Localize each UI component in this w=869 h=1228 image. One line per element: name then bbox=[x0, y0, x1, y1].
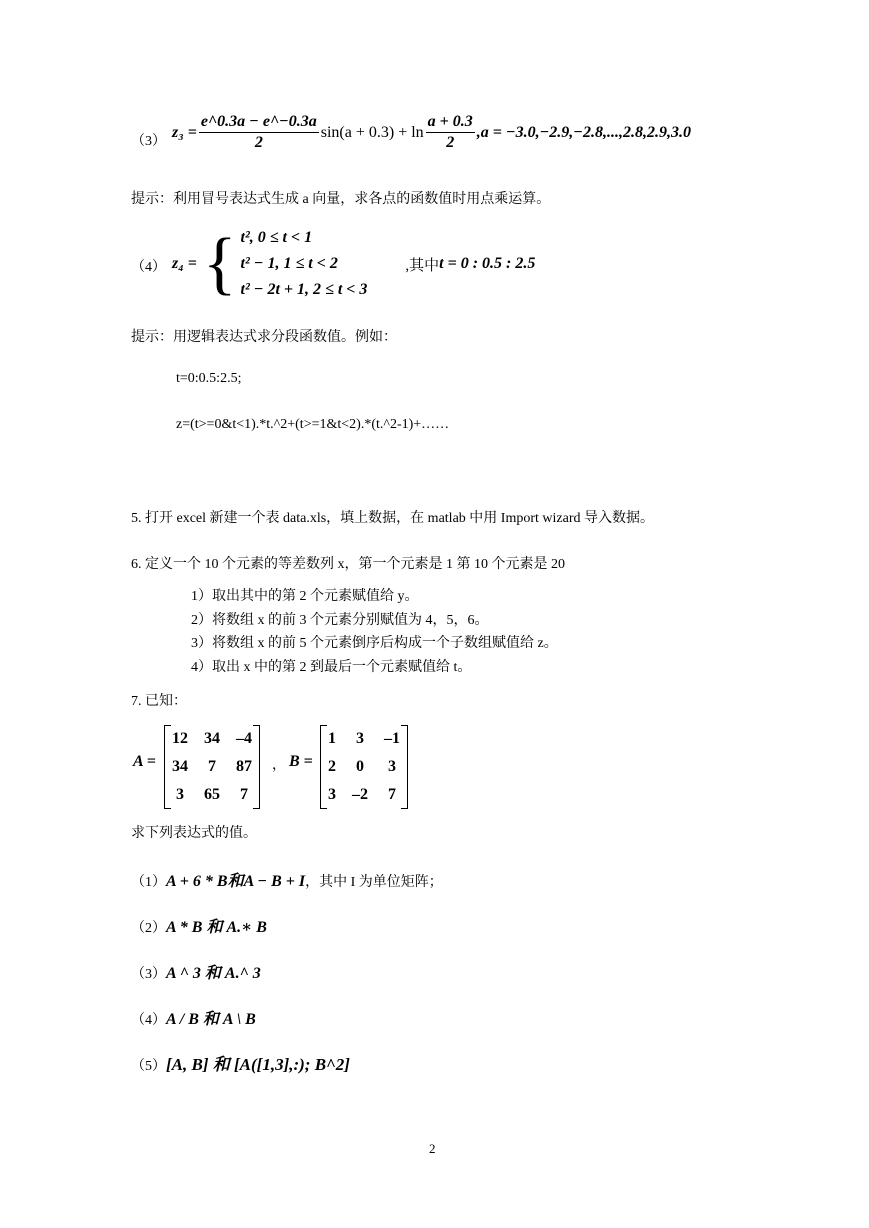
frac2-numerator: a + 0.3 bbox=[426, 112, 475, 133]
hint-colon-expression: 提示：利用冒号表达式生成 a 向量，求各点的函数值时用点乘运算。 bbox=[131, 192, 551, 207]
q6-item-3: 3）将数组 x 的前 5 个元素倒序后构成一个子数组赋值给 z。 bbox=[191, 636, 558, 651]
matrix-a bbox=[164, 725, 260, 809]
q6-item-1: 1）取出其中的第 2 个元素赋值给 y。 bbox=[191, 589, 419, 604]
frac2-denominator: 2 bbox=[446, 134, 455, 151]
formula-z3-frac1 bbox=[199, 112, 319, 153]
matrix-b-cell: –1 bbox=[384, 730, 400, 747]
expression-3 bbox=[131, 960, 261, 983]
left-brace: { bbox=[202, 225, 237, 302]
question-7: 7. 已知： bbox=[131, 694, 187, 709]
expression-math: A + 6 * B和A − B + I bbox=[166, 873, 306, 890]
case-1: t², 0 ≤ t < 1 bbox=[240, 229, 313, 246]
matrix-b-cell: 0 bbox=[356, 758, 364, 775]
matrix-a-cell: –4 bbox=[236, 730, 252, 747]
expression-1 bbox=[131, 868, 443, 891]
matrix-a-cell: 7 bbox=[240, 786, 248, 803]
item-label-3: （3） bbox=[131, 134, 166, 149]
matrix-a-cell: 34 bbox=[172, 758, 188, 775]
matrix-a-cell: 7 bbox=[208, 758, 216, 775]
matrix-a-name: A = bbox=[133, 753, 156, 770]
expression-math: A * B 和 A.∗ B bbox=[166, 919, 267, 936]
formula-z3-tail: ,a = −3.0,−2.9,−2.8,...,2.8,2.9,3.0 bbox=[476, 123, 691, 141]
hint-logic-expression: 提示：用逻辑表达式求分段函数值。例如： bbox=[131, 330, 397, 345]
matrix-a-cell: 87 bbox=[236, 758, 252, 775]
expression-math: A / B 和 A \ B bbox=[166, 1011, 256, 1028]
matrix-b-cell: –2 bbox=[352, 786, 368, 803]
case-2: t² − 1, 1 ≤ t < 2 bbox=[240, 255, 338, 272]
item-label-4: （4） bbox=[131, 260, 166, 275]
matrix-b-cell: 3 bbox=[356, 730, 364, 747]
expression-math: [A, B] 和 [A([1,3],:); B^2] bbox=[166, 1055, 350, 1074]
matrix-separator: ， bbox=[272, 758, 286, 773]
expression-label: （2） bbox=[131, 921, 166, 936]
formula-z4 bbox=[172, 222, 535, 306]
expression-2 bbox=[131, 914, 267, 937]
question-5: 5. 打开 excel 新建一个表 data.xls，填上数据，在 matlab 中用 Import wizard 导入数据。 bbox=[131, 511, 654, 526]
page-number: 2 bbox=[429, 1141, 436, 1156]
matrix-b-cell: 1 bbox=[328, 730, 336, 747]
q6-item-4: 4）取出 x 中的第 2 到最后一个元素赋值给 t。 bbox=[191, 660, 472, 675]
frac1-denominator: 2 bbox=[254, 134, 263, 151]
matrix-b bbox=[320, 725, 408, 809]
matrix-b-name: B = bbox=[289, 753, 313, 770]
matrix-b-left-bracket bbox=[320, 725, 327, 809]
expression-label: （5） bbox=[131, 1059, 166, 1074]
frac1-numerator: e^0.3a − e^−0.3a bbox=[199, 112, 319, 133]
formula-z4-tail-cn: ,其中 bbox=[405, 257, 440, 274]
expression-label: （1） bbox=[131, 875, 166, 890]
matrix-b-cell: 7 bbox=[388, 786, 396, 803]
case-3: t² − 2t + 1, 2 ≤ t < 3 bbox=[240, 281, 368, 298]
formula-z3-frac2 bbox=[426, 112, 475, 153]
expression-label: （3） bbox=[131, 967, 166, 982]
matrix-a-left-bracket bbox=[164, 725, 171, 809]
expression-label: （4） bbox=[131, 1013, 166, 1028]
piecewise-cases bbox=[241, 229, 368, 299]
q6-item-2: 2）将数组 x 的前 3 个元素分别赋值为 4，5，6。 bbox=[191, 613, 489, 628]
question-6: 6. 定义一个 10 个元素的等差数列 x，第一个元素是 1 第 10 个元素是 20 bbox=[131, 557, 565, 572]
expression-note: ，其中 I 为单位矩阵； bbox=[305, 875, 443, 890]
matrix-a-cell: 65 bbox=[204, 786, 220, 803]
question-7-ask: 求下列表达式的值。 bbox=[131, 826, 257, 841]
matrix-a-right-bracket bbox=[253, 725, 260, 809]
matrix-a-cell: 12 bbox=[172, 730, 188, 747]
formula-z4-tail: t = 0 : 0.5 : 2.5 bbox=[439, 255, 536, 272]
formula-z3 bbox=[172, 112, 691, 153]
expression-math: A ^ 3 和 A.^ 3 bbox=[166, 965, 261, 982]
matrix-b-cell: 3 bbox=[328, 786, 336, 803]
code-line-2: z=(t>=0&t<1).*t.^2+(t>=1&t<2).*(t.^2-1)+…… bbox=[176, 417, 450, 432]
formula-z3-lhs: z₃ = bbox=[172, 123, 197, 141]
matrix-b-cell: 2 bbox=[328, 758, 336, 775]
formula-z4-lhs: z₄ = bbox=[172, 255, 197, 272]
matrix-b-cell: 3 bbox=[388, 758, 396, 775]
formula-z3-mid: sin(a + 0.3) + ln bbox=[320, 123, 424, 141]
code-line-1: t=0:0.5:2.5; bbox=[176, 371, 242, 386]
matrix-a-cell: 34 bbox=[204, 730, 220, 747]
matrix-b-right-bracket bbox=[401, 725, 408, 809]
matrix-a-cell: 3 bbox=[176, 786, 184, 803]
expression-4 bbox=[131, 1006, 256, 1029]
expression-5 bbox=[131, 1050, 350, 1075]
